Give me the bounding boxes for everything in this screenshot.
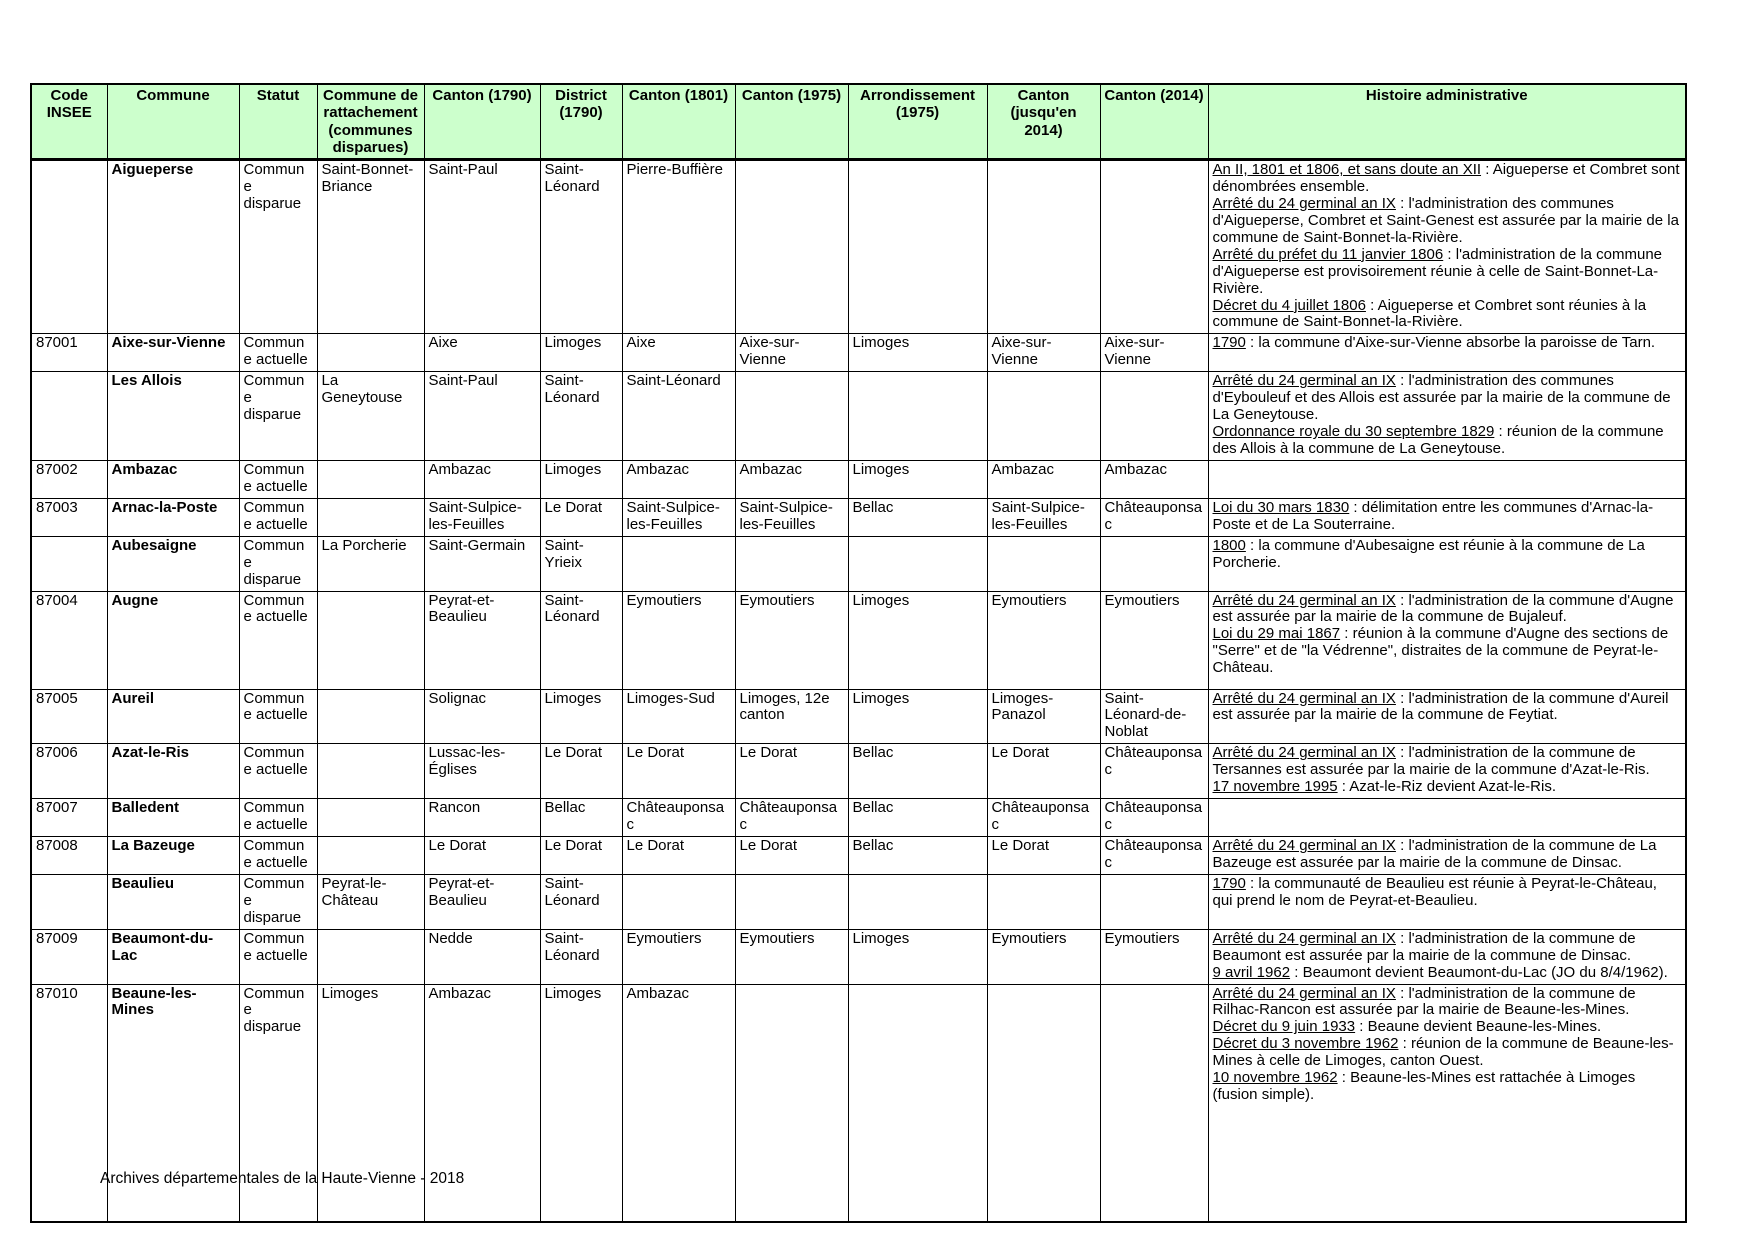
histoire-separator: : <box>1337 778 1350 796</box>
table-row <box>31 536 1686 591</box>
cell-arrondissement_1975: Bellac <box>848 744 987 799</box>
cell-commune: Beaulieu <box>107 874 239 929</box>
cell-canton_1790: Saint-Sulpice-les-Feuilles <box>424 498 540 536</box>
header-cell-arrondissement_1975: Arrondissement (1975) <box>848 84 987 160</box>
cell-rattachement <box>317 591 424 689</box>
cell-canton_2014: Eymoutiers <box>1100 929 1208 984</box>
cell-canton_1790: Ambazac <box>424 460 540 498</box>
histoire-ref: 10 novembre 1962 <box>1212 1069 1338 1087</box>
cell-canton_1801: Châteauponsac <box>622 799 735 837</box>
histoire-text: réunion de la commune de Beaune-les-Mines à celle de Limoges, canton Ouest. <box>1212 1035 1674 1070</box>
cell-rattachement: Limoges <box>317 984 424 1222</box>
cell-canton_1975: Le Dorat <box>735 744 848 799</box>
cell-canton_1790: Saint-Paul <box>424 160 540 334</box>
histoire-separator: : <box>1340 625 1353 643</box>
cell-canton_j2014: Le Dorat <box>987 837 1100 875</box>
cell-canton_1790: Ambazac <box>424 984 540 1222</box>
histoire-entry <box>1213 1070 1682 1104</box>
cell-canton_1975: Ambazac <box>735 460 848 498</box>
cell-commune: Aubesaigne <box>107 536 239 591</box>
cell-rattachement <box>317 334 424 372</box>
cell-arrondissement_1975: Bellac <box>848 799 987 837</box>
histoire-entry <box>1213 626 1682 677</box>
histoire-ref: Arrêté du 24 germinal an IX <box>1212 984 1396 1002</box>
communes-table <box>30 83 1687 1223</box>
cell-canton_j2014 <box>987 160 1100 334</box>
cell-histoire <box>1208 460 1686 498</box>
cell-arrondissement_1975: Limoges <box>848 334 987 372</box>
cell-canton_j2014: Eymoutiers <box>987 929 1100 984</box>
cell-histoire <box>1208 929 1686 984</box>
cell-canton_2014: Châteauponsac <box>1100 744 1208 799</box>
histoire-entry <box>1213 1036 1682 1070</box>
histoire-entry <box>1213 196 1682 247</box>
cell-statut: Commune actuelle <box>239 334 317 372</box>
histoire-separator: : <box>1395 744 1409 762</box>
cell-code: 87006 <box>31 744 107 799</box>
histoire-separator: : <box>1395 984 1409 1002</box>
histoire-separator: : <box>1245 874 1259 892</box>
histoire-entry <box>1213 298 1682 332</box>
cell-statut: Commune actuelle <box>239 799 317 837</box>
histoire-ref: Décret du 3 novembre 1962 <box>1212 1035 1399 1053</box>
histoire-separator: : <box>1395 929 1409 947</box>
cell-canton_j2014: Limoges-Panazol <box>987 689 1100 744</box>
histoire-entry <box>1213 593 1682 627</box>
histoire-separator: : <box>1355 1018 1368 1036</box>
histoire-entry <box>1213 838 1682 872</box>
cell-district_1790: Limoges <box>540 460 622 498</box>
header-cell-canton_1975: Canton (1975) <box>735 84 848 160</box>
cell-district_1790: Saint-Léonard <box>540 929 622 984</box>
histoire-ref: 9 avril 1962 <box>1212 963 1291 981</box>
cell-histoire <box>1208 536 1686 591</box>
histoire-text: réunion de la commune des Allois à la commune de La Geneytouse. <box>1212 423 1664 457</box>
cell-canton_1801: Le Dorat <box>622 837 735 875</box>
histoire-ref: 1790 <box>1212 874 1246 892</box>
header-cell-histoire: Histoire administrative <box>1208 84 1686 160</box>
histoire-separator: : <box>1443 245 1456 263</box>
histoire-text: Beaumont devient Beaumont-du-Lac (JO du 8/4/1962). <box>1302 963 1668 981</box>
cell-code: 87003 <box>31 498 107 536</box>
histoire-text: Beaune devient Beaune-les-Mines. <box>1367 1018 1602 1036</box>
cell-histoire <box>1208 372 1686 461</box>
histoire-separator: : <box>1337 1069 1351 1087</box>
histoire-separator: : <box>1395 837 1409 854</box>
cell-district_1790: Saint-Léonard <box>540 372 622 461</box>
cell-commune: Balledent <box>107 799 239 837</box>
histoire-text: l'administration des communes d'Aigueperse, Combret et Saint-Genest est assurée par la mairie de la commune de Saint-Bonnet-la-Rivière. <box>1212 194 1679 246</box>
cell-canton_1975 <box>735 536 848 591</box>
histoire-ref: An II, 1801 et 1806, et sans doute an XII <box>1212 161 1482 178</box>
cell-commune: Azat-le-Ris <box>107 744 239 799</box>
cell-canton_j2014: Eymoutiers <box>987 591 1100 689</box>
cell-canton_2014: Châteauponsac <box>1100 837 1208 875</box>
cell-statut: Commune disparue <box>239 372 317 461</box>
cell-district_1790: Limoges <box>540 334 622 372</box>
cell-code: 87009 <box>31 929 107 984</box>
cell-commune: Beaumont-du-Lac <box>107 929 239 984</box>
histoire-entry <box>1213 986 1682 1020</box>
cell-statut: Commune actuelle <box>239 689 317 744</box>
cell-rattachement <box>317 929 424 984</box>
table-row <box>31 799 1686 837</box>
histoire-ref: 17 novembre 1995 <box>1212 778 1338 796</box>
cell-commune: Les Allois <box>107 372 239 461</box>
cell-canton_2014 <box>1100 536 1208 591</box>
histoire-text: la commune d'Aubesaigne est réunie à la commune de La Porcherie. <box>1212 536 1645 571</box>
cell-canton_1975: Eymoutiers <box>735 929 848 984</box>
table-row <box>31 160 1686 334</box>
cell-code: 87002 <box>31 460 107 498</box>
histoire-entry <box>1213 538 1682 572</box>
cell-rattachement: La Geneytouse <box>317 372 424 461</box>
cell-canton_j2014 <box>987 372 1100 461</box>
cell-statut: Commune actuelle <box>239 591 317 689</box>
histoire-ref: 1790 <box>1212 334 1246 352</box>
histoire-ref: Arrêté du préfet du 11 janvier 1806 <box>1212 245 1444 263</box>
header-cell-canton_2014: Canton (2014) <box>1100 84 1208 160</box>
histoire-text: l'administration de la commune de Tersannes est assurée par la mairie de la commune d'Azat-le-Ris. <box>1212 744 1650 779</box>
histoire-entry <box>1213 779 1682 796</box>
cell-canton_1801: Limoges-Sud <box>622 689 735 744</box>
cell-rattachement: La Porcherie <box>317 536 424 591</box>
histoire-separator: : <box>1290 963 1303 981</box>
cell-code <box>31 372 107 461</box>
cell-commune: Aureil <box>107 689 239 744</box>
cell-canton_2014: Saint-Léonard-de-Noblat <box>1100 689 1208 744</box>
cell-canton_1975 <box>735 372 848 461</box>
cell-canton_j2014: Le Dorat <box>987 744 1100 799</box>
histoire-text: l'administration de la commune de Rilhac-Rancon est assurée par la mairie de Beaune-les-Mines. <box>1212 984 1636 1019</box>
cell-canton_1975 <box>735 874 848 929</box>
table-row <box>31 837 1686 875</box>
cell-arrondissement_1975: Limoges <box>848 591 987 689</box>
cell-canton_1790: Saint-Paul <box>424 372 540 461</box>
histoire-ref: Loi du 29 mai 1867 <box>1212 625 1341 643</box>
cell-district_1790: Le Dorat <box>540 744 622 799</box>
cell-canton_1801: Saint-Léonard <box>622 372 735 461</box>
cell-statut: Commune actuelle <box>239 744 317 799</box>
histoire-separator: : <box>1481 161 1493 178</box>
cell-canton_1975: Le Dorat <box>735 837 848 875</box>
cell-histoire <box>1208 874 1686 929</box>
histoire-text: la communauté de Beaulieu est réunie à Peyrat-le-Château, qui prend le nom de Peyrat-et-Beaulieu. <box>1212 874 1657 909</box>
histoire-text: l'administration de la commune de Beaumont est assurée par la mairie de la commune de Dinsac. <box>1212 929 1636 964</box>
histoire-ref: 1800 <box>1212 536 1246 554</box>
cell-histoire <box>1208 591 1686 689</box>
histoire-ref: Arrêté du 24 germinal an IX <box>1212 194 1396 212</box>
cell-statut: Commune disparue <box>239 984 317 1222</box>
histoire-text: Beaune-les-Mines est rattachée à Limoges (fusion simple). <box>1212 1069 1636 1104</box>
histoire-ref: Arrêté du 24 germinal an IX <box>1212 929 1396 947</box>
histoire-separator: : <box>1349 498 1362 516</box>
histoire-ref: Décret du 4 juillet 1806 <box>1212 296 1366 314</box>
cell-district_1790: Limoges <box>540 689 622 744</box>
cell-canton_1975: Limoges, 12e canton <box>735 689 848 744</box>
cell-canton_j2014: Châteauponsac <box>987 799 1100 837</box>
cell-arrondissement_1975: Bellac <box>848 498 987 536</box>
header-cell-rattachement: Commune de rattachement (communes disparues) <box>317 84 424 160</box>
cell-canton_1801: Ambazac <box>622 460 735 498</box>
cell-canton_1790: Rancon <box>424 799 540 837</box>
cell-canton_2014: Ambazac <box>1100 460 1208 498</box>
header-cell-canton_1801: Canton (1801) <box>622 84 735 160</box>
cell-canton_1975: Aixe-sur-Vienne <box>735 334 848 372</box>
histoire-text: l'administration de la commune d'Aigueperse est provisoirement réunie à celle de Saint-Bonnet-La-Rivière. <box>1212 245 1663 297</box>
cell-district_1790: Le Dorat <box>540 498 622 536</box>
cell-code: 87010 <box>31 984 107 1222</box>
cell-canton_1801: Pierre-Buffière <box>622 160 735 334</box>
cell-statut: Commune actuelle <box>239 929 317 984</box>
header-cell-district_1790: District (1790) <box>540 84 622 160</box>
histoire-ref: Arrêté du 24 germinal an IX <box>1212 689 1396 707</box>
cell-statut: Commune disparue <box>239 160 317 334</box>
cell-district_1790: Limoges <box>540 984 622 1222</box>
histoire-separator: : <box>1494 423 1507 441</box>
histoire-ref: Arrêté du 24 germinal an IX <box>1212 372 1396 390</box>
cell-district_1790: Saint-Yrieix <box>540 536 622 591</box>
cell-canton_1790: Aixe <box>424 334 540 372</box>
cell-histoire <box>1208 799 1686 837</box>
histoire-entry <box>1213 1019 1682 1036</box>
cell-canton_1790: Saint-Germain <box>424 536 540 591</box>
cell-rattachement <box>317 837 424 875</box>
cell-histoire <box>1208 160 1686 334</box>
cell-rattachement <box>317 744 424 799</box>
cell-rattachement: Peyrat-le-Château <box>317 874 424 929</box>
cell-canton_1790: Peyrat-et-Beaulieu <box>424 591 540 689</box>
cell-statut: Commune disparue <box>239 536 317 591</box>
cell-canton_1801: Aixe <box>622 334 735 372</box>
histoire-separator: : <box>1245 334 1259 352</box>
cell-rattachement <box>317 498 424 536</box>
histoire-text: l'administration de la commune de La Bazeuge est assurée par la mairie de la commune de Dinsac. <box>1212 837 1657 871</box>
header-cell-commune: Commune <box>107 84 239 160</box>
cell-canton_1801 <box>622 536 735 591</box>
cell-arrondissement_1975 <box>848 984 987 1222</box>
cell-commune: Augne <box>107 591 239 689</box>
cell-statut: Commune actuelle <box>239 460 317 498</box>
histoire-entry <box>1213 691 1682 725</box>
histoire-ref: Arrêté du 24 germinal an IX <box>1212 837 1396 854</box>
histoire-text: délimitation entre les communes d'Arnac-la-Poste et de La Souterraine. <box>1212 498 1654 533</box>
cell-arrondissement_1975: Bellac <box>848 837 987 875</box>
cell-rattachement: Saint-Bonnet-Briance <box>317 160 424 334</box>
cell-arrondissement_1975 <box>848 536 987 591</box>
cell-histoire <box>1208 837 1686 875</box>
cell-district_1790: Le Dorat <box>540 837 622 875</box>
footer-caption: Archives départementales de la Haute-Vienne - 2018 <box>100 1170 465 1187</box>
histoire-text: l'administration de la commune d'Aureil est assurée par la mairie de la commune de Feytiat. <box>1212 689 1669 724</box>
cell-canton_2014 <box>1100 160 1208 334</box>
table-row <box>31 498 1686 536</box>
cell-code: 87004 <box>31 591 107 689</box>
cell-canton_2014: Châteauponsac <box>1100 498 1208 536</box>
cell-arrondissement_1975: Limoges <box>848 689 987 744</box>
cell-rattachement <box>317 689 424 744</box>
cell-canton_2014: Eymoutiers <box>1100 591 1208 689</box>
cell-canton_2014 <box>1100 372 1208 461</box>
table-row <box>31 460 1686 498</box>
cell-canton_1790: Peyrat-et-Beaulieu <box>424 874 540 929</box>
cell-code: 87005 <box>31 689 107 744</box>
cell-canton_1790: Lussac-les-Églises <box>424 744 540 799</box>
cell-statut: Commune actuelle <box>239 498 317 536</box>
cell-canton_2014 <box>1100 984 1208 1222</box>
cell-canton_j2014: Saint-Sulpice-les-Feuilles <box>987 498 1100 536</box>
cell-canton_1790: Nedde <box>424 929 540 984</box>
cell-canton_1975: Châteauponsac <box>735 799 848 837</box>
cell-commune: Aigueperse <box>107 160 239 334</box>
cell-code: 87001 <box>31 334 107 372</box>
cell-canton_j2014 <box>987 874 1100 929</box>
histoire-entry <box>1213 500 1682 534</box>
cell-code <box>31 874 107 929</box>
cell-commune: Ambazac <box>107 460 239 498</box>
cell-canton_1801: Eymoutiers <box>622 929 735 984</box>
histoire-separator: : <box>1398 1035 1411 1053</box>
cell-canton_2014: Châteauponsac <box>1100 799 1208 837</box>
cell-canton_1801: Ambazac <box>622 984 735 1222</box>
histoire-text: Azat-le-Riz devient Azat-le-Ris. <box>1349 778 1557 796</box>
cell-district_1790: Saint-Léonard <box>540 591 622 689</box>
cell-arrondissement_1975: Limoges <box>848 929 987 984</box>
header-cell-canton_j2014: Canton (jusqu'en 2014) <box>987 84 1100 160</box>
histoire-ref: Décret du 9 juin 1933 <box>1212 1018 1356 1036</box>
cell-canton_1975: Eymoutiers <box>735 591 848 689</box>
histoire-separator: : <box>1395 591 1409 609</box>
header-cell-canton_1790: Canton (1790) <box>424 84 540 160</box>
histoire-ref: Ordonnance royale du 30 septembre 1829 <box>1212 423 1495 441</box>
cell-canton_1801: Eymoutiers <box>622 591 735 689</box>
cell-commune: Aixe-sur-Vienne <box>107 334 239 372</box>
histoire-entry <box>1213 745 1682 779</box>
cell-histoire <box>1208 334 1686 372</box>
cell-arrondissement_1975: Limoges <box>848 460 987 498</box>
cell-code: 87007 <box>31 799 107 837</box>
histoire-text: l'administration des communes d'Eybouleuf et des Allois est assurée par la mairie de la commune de La Geneytouse. <box>1212 372 1671 424</box>
histoire-text: la commune d'Aixe-sur-Vienne absorbe la paroisse de Tarn. <box>1258 334 1656 352</box>
table-row <box>31 689 1686 744</box>
histoire-separator: : <box>1395 372 1409 390</box>
histoire-text: l'administration de la commune d'Augne est assurée par la mairie de la commune de Bujaleuf. <box>1212 591 1674 626</box>
table-row <box>31 591 1686 689</box>
histoire-ref: Loi du 30 mars 1830 <box>1212 498 1350 516</box>
cell-canton_1975 <box>735 984 848 1222</box>
header-cell-code: Code INSEE <box>31 84 107 160</box>
cell-canton_1975: Saint-Sulpice-les-Feuilles <box>735 498 848 536</box>
histoire-separator: : <box>1395 194 1409 212</box>
cell-rattachement <box>317 799 424 837</box>
cell-code <box>31 536 107 591</box>
cell-arrondissement_1975 <box>848 160 987 334</box>
cell-canton_1790: Le Dorat <box>424 837 540 875</box>
histoire-entry <box>1213 965 1682 982</box>
histoire-entry <box>1213 335 1682 352</box>
histoire-text: Aigueperse et Combret sont réunies à la commune de Saint-Bonnet-la-Rivière. <box>1212 296 1647 331</box>
cell-code: 87008 <box>31 837 107 875</box>
table-header-row <box>31 84 1686 160</box>
histoire-entry <box>1213 162 1682 196</box>
cell-canton_j2014 <box>987 536 1100 591</box>
histoire-entry <box>1213 373 1682 424</box>
cell-canton_1801: Saint-Sulpice-les-Feuilles <box>622 498 735 536</box>
cell-canton_1790: Solignac <box>424 689 540 744</box>
cell-canton_j2014: Aixe-sur-Vienne <box>987 334 1100 372</box>
table-row <box>31 334 1686 372</box>
cell-histoire <box>1208 984 1686 1222</box>
cell-commune: La Bazeuge <box>107 837 239 875</box>
histoire-ref: Arrêté du 24 germinal an IX <box>1212 744 1396 762</box>
cell-commune: Beaune-les-Mines <box>107 984 239 1222</box>
histoire-ref: Arrêté du 24 germinal an IX <box>1212 591 1396 609</box>
cell-canton_j2014: Ambazac <box>987 460 1100 498</box>
cell-arrondissement_1975 <box>848 874 987 929</box>
cell-commune: Arnac-la-Poste <box>107 498 239 536</box>
histoire-separator: : <box>1245 536 1259 554</box>
cell-histoire <box>1208 498 1686 536</box>
cell-district_1790: Saint-Léonard <box>540 874 622 929</box>
table-row <box>31 372 1686 461</box>
cell-district_1790: Saint-Léonard <box>540 160 622 334</box>
header-cell-statut: Statut <box>239 84 317 160</box>
cell-district_1790: Bellac <box>540 799 622 837</box>
histoire-entry <box>1213 247 1682 298</box>
cell-canton_1975 <box>735 160 848 334</box>
histoire-text: Aigueperse et Combret sont dénombrées ensemble. <box>1212 161 1680 195</box>
table-row <box>31 744 1686 799</box>
histoire-text: réunion à la commune d'Augne des sections de "Serre" et de "la Védrenne", distraites de la commune de Peyrat-le-Château. <box>1212 625 1669 677</box>
cell-canton_1801 <box>622 874 735 929</box>
histoire-entry <box>1213 931 1682 965</box>
cell-canton_2014: Aixe-sur-Vienne <box>1100 334 1208 372</box>
cell-canton_1801: Le Dorat <box>622 744 735 799</box>
histoire-entry <box>1213 424 1682 458</box>
table-row <box>31 874 1686 929</box>
cell-canton_2014 <box>1100 874 1208 929</box>
histoire-separator: : <box>1365 296 1378 314</box>
histoire-separator: : <box>1395 689 1409 707</box>
cell-rattachement <box>317 460 424 498</box>
cell-arrondissement_1975 <box>848 372 987 461</box>
cell-histoire <box>1208 689 1686 744</box>
cell-histoire <box>1208 744 1686 799</box>
cell-statut: Commune actuelle <box>239 837 317 875</box>
histoire-entry <box>1213 876 1682 910</box>
table-row <box>31 929 1686 984</box>
cell-code <box>31 160 107 334</box>
cell-canton_j2014 <box>987 984 1100 1222</box>
cell-statut: Commune disparue <box>239 874 317 929</box>
